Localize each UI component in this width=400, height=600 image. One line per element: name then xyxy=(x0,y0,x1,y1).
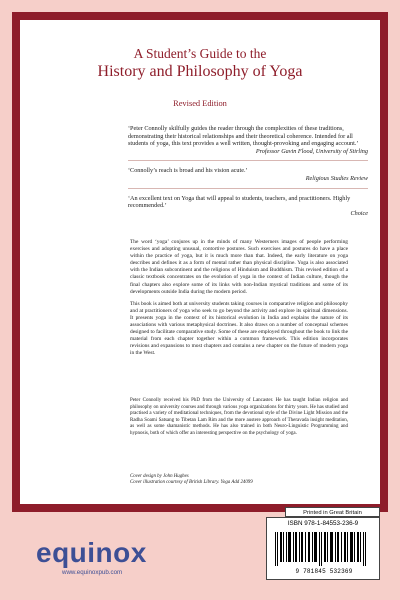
book-title xyxy=(20,46,380,81)
title-line-1: A Student’s Guide to the xyxy=(133,46,267,61)
description-paragraph-1: The word ‘yoga’ conjures up in the minds of many Westerners images of people performing exercises and adopting unusual, contortive postures. Such exercises and postures do have a place within the practice of yoga, but it is much more than that. Indeed, the early literature on yoga describes and defines it as a form of mental rather than physical discipline. Yoga is also associated with the Indian subcontinent and the religions of Hinduism and Buddhism. This revised edition of a classic textbook concentrates on the evolution of yoga in the context of Indian culture, though the final chapters also explore some of its links with non-Indian mystical traditions and some of its developments outside India during the modern period. xyxy=(130,239,348,295)
review-1 xyxy=(128,125,368,155)
author-bio xyxy=(130,398,348,443)
review-quote: ‘Peter Connolly skilfully guides the reader through the complexities of these traditions, demonstrating their historical relationships and their theoretical coherence. Intended for all students of yoga, this text provides a well written, thought-provoking and engaging account.’ xyxy=(128,125,359,148)
review-3 xyxy=(128,195,368,218)
book-description xyxy=(130,239,348,363)
description-paragraph-2: This book is aimed both at university students taking courses in comparative religion and philosophy and at practitioners of yoga who seek to go beyond the activity and explore its spiritual dimensions. It presents yoga in the context of its historical evolution in India and explains the nature of its associations with various metaphysical doctrines. It also draws on a number of conceptual schemes designed to facilitate comparative study. Some of these are employed throughout the book to link the material from each chapter together within a common framework. This edition incorporates revisions and expansions to most chapters and contains a new chapter on the future of modern yoga in the West. xyxy=(130,300,348,357)
title-line-2: History and Philosophy of Yoga xyxy=(97,63,303,80)
barcode-number: 9 781845 532369 xyxy=(295,568,353,575)
edition-label: Revised Edition xyxy=(173,99,227,108)
cover-illustration-credit: Cover illustration courtesy of British Library. Yoga Add 24099 xyxy=(130,480,253,486)
review-quote: ‘An excellent text on Yoga that will appeal to students, teachers, and practitioners. Highly recommended.’ xyxy=(128,194,351,210)
publisher-url: www.equinoxpub.com xyxy=(62,569,123,576)
review-divider xyxy=(128,160,368,161)
reviews xyxy=(128,125,368,222)
cover-credits xyxy=(130,474,348,486)
publisher-name: equinox xyxy=(36,537,147,568)
review-source: Choice xyxy=(350,209,368,217)
author-bio-text: Peter Connolly received his PhD from the University of Lancaster. He has taught Indian religion and philosophy on university courses and through various yoga organizations for thirty years. He has studied and practised a variety of meditational techniques, from the devotional style of the Divine Light Mission and the Radha Soami Satsang to Tibetan Lam Rim and the more austere approach of Theravada insight meditation, as well as some shamanistic methods. He has also trained in both Neuro-Linguistic Programming and hypnosis, both of which offer an interesting perspective on the psychology of yoga. xyxy=(130,398,348,436)
publisher-logo xyxy=(36,537,196,583)
review-divider xyxy=(128,188,368,189)
isbn-barcode-box xyxy=(266,517,380,580)
isbn-label: ISBN 978-1-84553-236-9 xyxy=(287,520,359,527)
barcode-icon xyxy=(275,532,373,566)
printed-in-label: Printed in Great Britain xyxy=(285,507,380,517)
cover-design-credit: Cover design by John Hughes xyxy=(130,474,189,479)
review-source: Religious Studies Review xyxy=(305,174,368,182)
review-2 xyxy=(128,167,368,182)
review-source: Professor Gavin Flood, University of Stirling xyxy=(255,147,368,155)
review-quote: ‘Connolly’s reach is broad and his vision acute.’ xyxy=(128,167,248,175)
